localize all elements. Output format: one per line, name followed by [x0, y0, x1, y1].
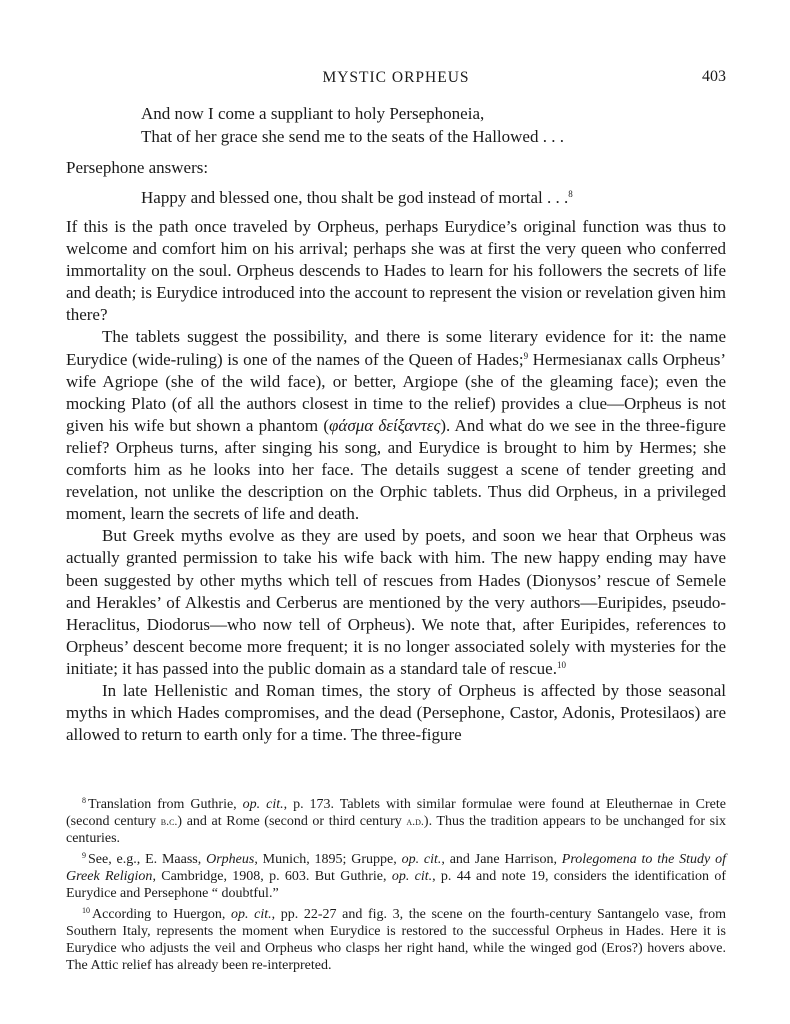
footnote-9-text-1: See, e.g., E. Maass,	[88, 852, 207, 867]
footnote-10-italic-1: op. cit.	[231, 907, 272, 922]
verse-line-1: And now I come a suppliant to holy Persephoneia,	[141, 104, 485, 123]
footnote-8-italic-1: op. cit.	[242, 797, 284, 812]
footnote-10-text-2: , pp. 22-27 and fig. 3, the scene on the fourth-century Santangelo vase, from Southern Italy, represents the moment when Eurydice is restored to the successful Orpheus in Hades. Here it is Eurydice who adjusts the veil and Orpheus who clasps her right hand, while the winged god (Eros?) hovers above. The Attic relief has already been re-interpreted.	[66, 907, 726, 973]
footnote-9-italic-4: op. cit.	[391, 869, 433, 884]
greek-phrase: φάσμα δείξαντες	[328, 415, 441, 435]
footnote-9-italic-2: op. cit.	[401, 852, 442, 867]
footnote-9-text-3: , and Jane Harrison,	[441, 852, 562, 867]
footnote-8-text-2: , p. 173. Tablets with similar formulae were found at Eleuthernae in Crete (second century	[66, 797, 726, 829]
footnote-10-text-1: According to Huergon,	[92, 907, 232, 922]
footnote-8	[66, 796, 726, 847]
paragraph-2	[66, 326, 726, 525]
verse-reply-text: Happy and blessed one, thou shalt be god instead of mortal . . .	[141, 188, 569, 207]
footnote-9-number: 9	[82, 851, 86, 860]
footnotes	[66, 796, 726, 978]
footnote-9-italic-3: Prolegomena to the Study of Greek Religion	[66, 852, 726, 884]
verse-reply	[141, 187, 573, 209]
footnote-8-number: 8	[82, 796, 86, 805]
footnote-8-text-4: ). Thus the tradition appears to be unchanged for six centuries.	[66, 814, 726, 846]
footnote-ref-8[interactable]: 8	[568, 189, 573, 199]
paragraph-3	[66, 525, 726, 680]
paragraph-1: If this is the path once traveled by Orpheus, perhaps Eurydice’s original function was thus to welcome and comfort him on his arrival; perhaps she was at first the very queen who conferred immortality on the soul. Orpheus descends to Hades to learn for his followers the secrets of life and death; is Eurydice introduced into the account to represent the vision or revelation given him there?	[66, 217, 726, 325]
main-text	[66, 216, 726, 746]
footnote-8-text-1: Translation from Guthrie,	[88, 797, 243, 812]
footnote-ref-10[interactable]: 10	[556, 659, 566, 670]
footnote-9-text-5: , p. 44 and note 19, considers the identification of Eurydice and Persephone “ doubtful.”	[66, 869, 727, 901]
verse-line-2: That of her grace she send me to the seats of the Hallowed . . .	[141, 127, 564, 146]
footnote-9-text-4: , Cambridge, 1908, p. 603. But Guthrie,	[152, 869, 392, 884]
running-title: MYSTIC ORPHEUS	[322, 69, 470, 86]
footnote-8-era-ad: a.d.	[406, 814, 424, 828]
paragraph-2-part-a: The tablets suggest the possibility, and there is some literary evidence for it: the name Eurydice (wide-ruling) is one of the names of the Queen of Hades;	[66, 327, 726, 369]
page-number: 403	[702, 68, 726, 85]
persephone-answers: Persephone answers:	[66, 158, 209, 177]
footnote-8-text-3: ) and at Rome (second or third century	[177, 814, 407, 829]
page-header	[66, 66, 726, 90]
paragraph-2-part-b: Hermesianax calls Orpheus’ wife Agriope (she of the wild face), or better, Argiope (she of the gleaming face); even the mocking Plato (of all the authors closest in time to the relief) provides a clue—Orpheus is not given his wife but shown a phantom (	[66, 349, 726, 435]
paragraph-2-part-c: ). And what do we see in the three-figure relief? Orpheus turns, after singing his song, and Eurydice is brought to him by Hermes; she comforts him as he looks into her face. The details suggest a scene of tender greeting and revelation, not unlike the description on the Orphic tablets. Thus did Orpheus, in a privileged moment, learn the secrets of life and death.	[66, 415, 726, 524]
footnote-9-italic-1: Orpheus	[206, 852, 255, 867]
footnote-8-era-bc: b.c.	[160, 814, 178, 828]
footnote-ref-9[interactable]: 9	[523, 350, 529, 361]
paragraph-3-text: But Greek myths evolve as they are used by poets, and soon we hear that Orpheus was actually granted permission to take his wife back with him. The new happy ending may have been suggested by other myths which tell of rescues from Hades (Dionysos’ rescue of Semele and Herakles’ of Alkestis and Cerberus are mentioned by the very authors—Euripides, pseudo-Heraclitus, Diodorus—who now tell of Orpheus). We note that, after Euripides, references to Orpheus’ descent become more frequent; it is no longer associated solely with mysteries for the initiate; it has passed into the public domain as a standard tale of rescue.	[66, 526, 726, 678]
footnote-9	[66, 851, 726, 902]
paragraph-4: In late Hellenistic and Roman times, the story of Orpheus is affected by those seasonal myths in which Hades compromises, and the dead (Persephone, Castor, Adonis, Protesilaos) are allowed to return to earth only for a time. The three-figure	[66, 680, 726, 745]
footnote-9-text-2: , Munich, 1895; Gruppe,	[254, 852, 402, 867]
footnote-10-number: 10	[82, 906, 90, 915]
footnote-10	[66, 906, 726, 974]
